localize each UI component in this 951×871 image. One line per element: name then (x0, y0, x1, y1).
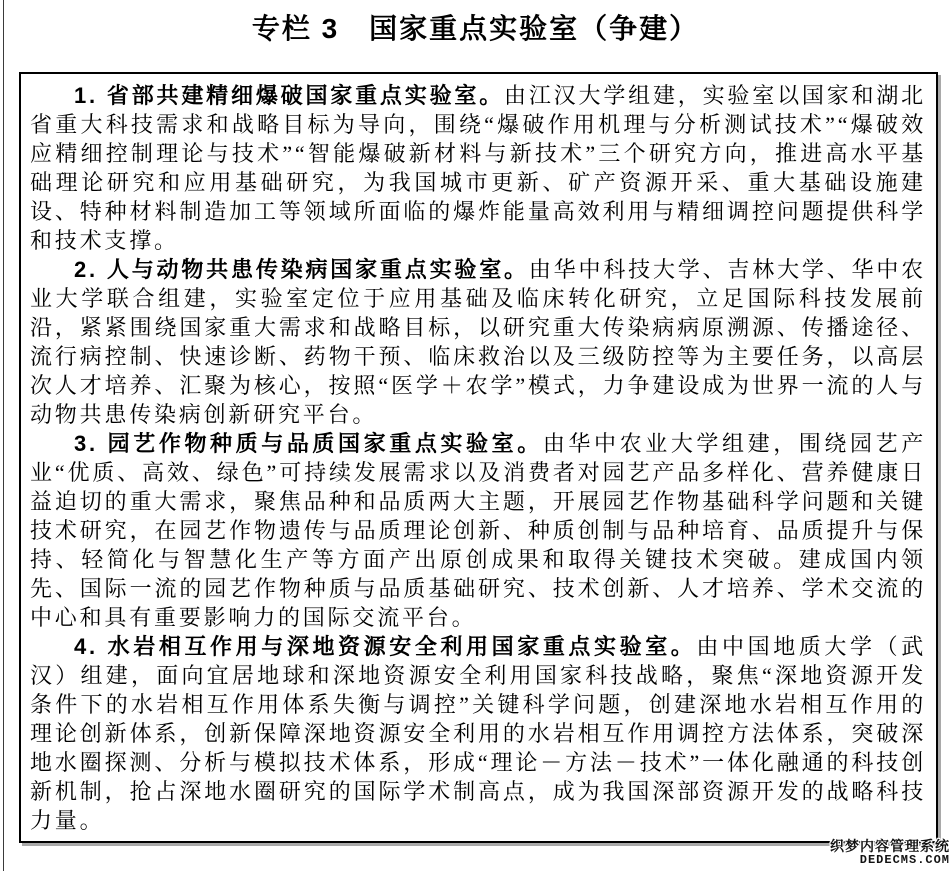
page-title: 专栏 3 国家重点实验室（争建） (251, 13, 700, 44)
watermark-line-domain: DEDECMS.COM (859, 853, 950, 868)
watermark-line-chinese: 织梦内容管理系统 (830, 837, 950, 854)
lab-4-name: 4. 水岩相互作用与深地资源安全利用国家重点实验室。 (74, 634, 697, 659)
lab-paragraph-1 (30, 81, 926, 255)
lab-2-description: 由华中科技大学、吉林大学、华中农业大学联合组建，实验室定位于应用基础及临床转化研究，立足国际科技发展前沿，紧紧围绕国家重大需求和战略目标，以研究重大传染病病原溯源、传播途径、流行病控制、快速诊断、药物干预、临床救治以及三级防控等为主要任务，以高层次人才培养、汇聚为核心，按照“医学＋农学”模式，力争建设成为世界一流的人与动物共患传染病创新研究平台。 (30, 257, 926, 427)
lab-3-description: 由华中农业大学组建，围绕园艺产业“优质、高效、绿色”可持续发展需求以及消费者对园艺产品多样化、营养健康日益迫切的重大需求，聚焦品种和品质两大主题，开展园艺作物基础科学问题和关键技术研究，在园艺作物遗传与品质理论创新、种质创制与品种培育、品质提升与保持、轻简化与智慧化生产等方面产出原创成果和取得关键技术突破。建成国内领先、国际一流的园艺作物种质与品质基础研究、技术创新、人才培养、学术交流的中心和具有重要影响力的国际交流平台。 (30, 431, 926, 630)
lab-4-description: 由中国地质大学（武汉）组建，面向宜居地球和深地资源安全利用国家科技战略，聚焦“深地资源开发条件下的水岩相互作用体系失衡与调控”关键科学问题，创建深地水岩相互作用的理论创新体系，创新保障深地资源安全利用的水岩相互作用调控方法体系，突破深地水圈探测、分析与模拟技术体系，形成“理论－方法－技术”一体化融通的科技创新机制，抢占深地水圈研究的国际学术制高点，成为我国深部资源开发的战略科技力量。 (30, 634, 927, 833)
lab-2-name: 2. 人与动物共患传染病国家重点实验室。 (74, 257, 529, 282)
lab-1-name: 1. 省部共建精细爆破国家重点实验室。 (74, 83, 505, 108)
page-left-border-line (3, 0, 4, 871)
lab-3-name: 3. 园艺作物种质与品质国家重点实验室。 (74, 431, 543, 456)
lab-paragraph-2 (30, 255, 926, 429)
lab-box (19, 72, 938, 843)
lab-paragraph-4 (30, 632, 926, 835)
dedecms-watermark (830, 839, 950, 867)
lab-1-description: 由江汉大学组建，实验室以国家和湖北省重大科技需求和战略目标为导向，围绕“爆破作用机理与分析测试技术”“爆破效应精细控制理论与技术”“智能爆破新材料与新技术”三个研究方向，推进高水平基础理论研究和应用基础研究，为我国城市更新、矿产资源开采、重大基础设施建设、特种材料制造加工等领域所面临的爆炸能量高效利用与精细调控问题提供科学和技术支撑。 (30, 83, 926, 253)
lab-paragraph-3 (30, 429, 926, 632)
